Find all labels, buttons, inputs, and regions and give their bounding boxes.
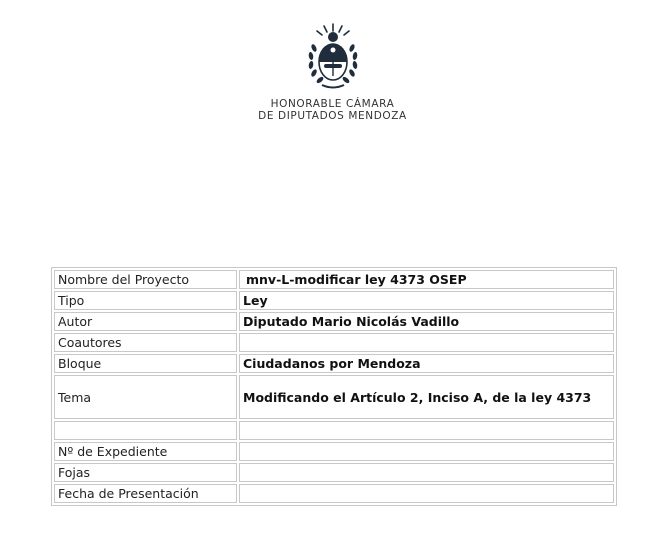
row-value-fojas xyxy=(239,463,614,482)
row-value-tema: Modificando el Artículo 2, Inciso A, de la ley 4373 xyxy=(239,375,614,419)
table-row xyxy=(54,442,614,461)
table-row xyxy=(54,270,614,289)
row-label-empty xyxy=(54,421,237,440)
row-value-tipo: Ley xyxy=(239,291,614,310)
document-header xyxy=(0,22,665,122)
row-value-fecha xyxy=(239,484,614,503)
table-row xyxy=(54,291,614,310)
table-row xyxy=(54,354,614,373)
table-row xyxy=(54,484,614,503)
row-value-empty xyxy=(239,421,614,440)
row-value-coautores xyxy=(239,333,614,352)
table-row xyxy=(54,333,614,352)
table-row xyxy=(54,421,614,440)
table-row xyxy=(54,375,614,419)
row-value-bloque: Ciudadanos por Mendoza xyxy=(239,354,614,373)
row-label-bloque: Bloque xyxy=(54,354,237,373)
row-value-autor: Diputado Mario Nicolás Vadillo xyxy=(239,312,614,331)
row-label-nombre: Nombre del Proyecto xyxy=(54,270,237,289)
institution-name-line2: DE DIPUTADOS MENDOZA xyxy=(258,110,407,122)
project-info-table xyxy=(51,267,617,506)
row-label-fecha: Fecha de Presentación xyxy=(54,484,237,503)
row-label-fojas: Fojas xyxy=(54,463,237,482)
row-label-autor: Autor xyxy=(54,312,237,331)
row-label-coautores: Coautores xyxy=(54,333,237,352)
coat-of-arms-icon xyxy=(304,22,362,94)
row-value-nombre: mnv-L-modificar ley 4373 OSEP xyxy=(239,270,614,289)
row-label-tipo: Tipo xyxy=(54,291,237,310)
row-label-expediente: Nº de Expediente xyxy=(54,442,237,461)
row-label-tema: Tema xyxy=(54,375,237,419)
table-row xyxy=(54,463,614,482)
row-value-expediente xyxy=(239,442,614,461)
institution-name-line1: HONORABLE CÁMARA xyxy=(270,98,395,110)
table-row xyxy=(54,312,614,331)
